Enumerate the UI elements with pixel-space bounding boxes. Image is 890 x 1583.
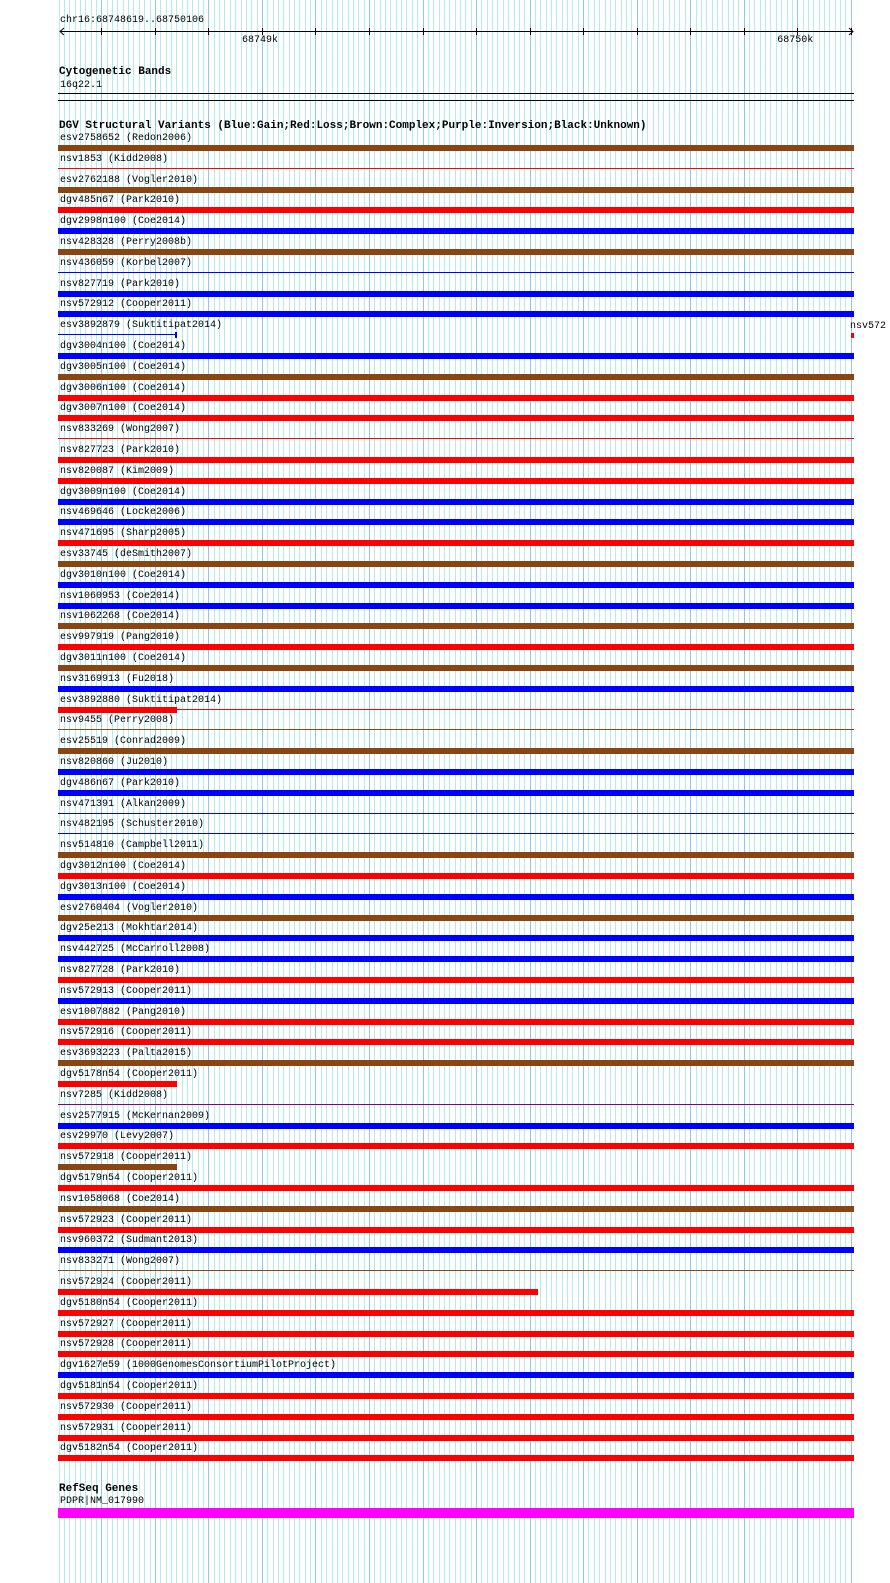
variant-bar[interactable]	[58, 561, 854, 567]
variant-bar[interactable]	[58, 519, 854, 525]
variant-label[interactable]: nsv827728 (Park2010)	[60, 965, 181, 976]
variant-bar[interactable]	[58, 457, 854, 463]
region-label: chr16:68748619..68750106	[60, 15, 205, 26]
variant-bar[interactable]	[58, 707, 177, 713]
variant-label[interactable]: nsv833271 (Wong2007)	[60, 1256, 181, 1268]
variant-label[interactable]: esv3693223 (Palta2015)	[60, 1048, 193, 1060]
variant-label[interactable]: nsv436059 (Korbel2007)	[60, 257, 193, 269]
variant-label[interactable]: nsv428328 (Perry2008b)	[60, 237, 193, 248]
variant-label[interactable]: nsv572930 (Cooper2011)	[60, 1401, 193, 1413]
variant-bar[interactable]	[58, 1185, 854, 1191]
variant-line[interactable]	[58, 438, 854, 439]
variant-bar[interactable]	[58, 1227, 854, 1233]
dgv-track-title: DGV Structural Variants (Blue:Gain;Red:Loss;Brown:Complex;Purple:Inversion;Black:Unknown)	[59, 120, 647, 132]
variant-label[interactable]: nsv960372 (Sudmant2013)	[60, 1235, 199, 1247]
variant-label[interactable]: nsv471695 (Sharp2005)	[60, 528, 187, 540]
variant-bar[interactable]	[58, 1206, 854, 1212]
variant-line[interactable]	[177, 709, 854, 710]
variant-bar[interactable]	[58, 145, 854, 151]
variant-bar[interactable]	[58, 1331, 854, 1337]
variant-label[interactable]: esv2762188 (Vogler2010)	[60, 174, 199, 186]
variant-end-marker[interactable]	[175, 332, 177, 338]
variant-bar[interactable]	[58, 1143, 854, 1149]
variant-label[interactable]: nsv9455 (Perry2008)	[60, 715, 175, 727]
variant-label[interactable]: nsv572913 (Cooper2011)	[60, 985, 193, 997]
variant-line[interactable]	[58, 813, 854, 814]
cytoband-line	[58, 93, 854, 94]
ruler	[0, 24, 890, 38]
variant-label[interactable]: nsv572931 (Cooper2011)	[60, 1422, 193, 1434]
variant-label[interactable]: esv2760404 (Vogler2010)	[60, 902, 199, 914]
variant-label[interactable]: esv25519 (Conrad2009)	[60, 736, 187, 748]
variant-bar[interactable]	[58, 1060, 854, 1066]
variant-label[interactable]: nsv7285 (Kidd2008)	[60, 1089, 169, 1101]
variant-bar[interactable]	[58, 665, 854, 671]
variant-line[interactable]	[58, 833, 854, 834]
variant-bar[interactable]	[58, 748, 854, 754]
variant-bar[interactable]	[58, 353, 854, 359]
variant-label[interactable]: dgv3007n100 (Coe2014)	[60, 403, 187, 415]
variant-label[interactable]: esv3892879 (Suktitipat2014)	[60, 320, 223, 332]
variant-label[interactable]: dgv3005n100 (Coe2014)	[60, 361, 187, 373]
variant-bar[interactable]	[58, 623, 854, 629]
variant-bar[interactable]	[58, 894, 854, 900]
variant-label[interactable]: nsv1853 (Kidd2008)	[60, 153, 169, 165]
variant-bar[interactable]	[58, 1164, 177, 1170]
variant-label[interactable]: nsv572928 (Cooper2011)	[60, 1339, 193, 1351]
variant-label[interactable]: nsv1062268 (Coe2014)	[60, 611, 181, 623]
variant-bar[interactable]	[58, 790, 854, 796]
variant-label[interactable]: dgv3010n100 (Coe2014)	[60, 569, 187, 581]
variant-label[interactable]: nsv572912 (Cooper2011)	[60, 299, 193, 311]
variant-bar[interactable]	[58, 1435, 854, 1441]
variant-label[interactable]: dgv5181n54 (Cooper2011)	[60, 1381, 199, 1392]
variant-line[interactable]	[58, 1104, 854, 1105]
ruler-tick-label: 68750k	[777, 35, 814, 46]
variant-line[interactable]	[58, 1270, 854, 1271]
variant-label[interactable]: dgv5179n54 (Cooper2011)	[60, 1173, 199, 1184]
variant-label[interactable]: dgv3013n100 (Coe2014)	[60, 881, 187, 893]
variant-label[interactable]: nsv827723 (Park2010)	[60, 445, 181, 456]
variant-label[interactable]: nsv827719 (Park2010)	[60, 278, 181, 290]
variant-bar[interactable]	[58, 998, 854, 1004]
variant-line[interactable]	[58, 272, 854, 273]
variant-bar[interactable]	[58, 1310, 854, 1316]
variant-bar[interactable]	[58, 540, 854, 546]
variant-label[interactable]: dgv5180n54 (Cooper2011)	[60, 1297, 199, 1309]
variant-bar[interactable]	[58, 769, 854, 775]
variant-label[interactable]: nsv1060953 (Coe2014)	[60, 590, 181, 602]
variant-bar[interactable]	[58, 249, 854, 255]
variant-label[interactable]: nsv442725 (McCarroll2008)	[60, 944, 211, 956]
variant-line[interactable]	[58, 168, 854, 169]
variant-label[interactable]: esv1007882 (Pang2010)	[60, 1006, 187, 1018]
variant-label[interactable]: nsv572927 (Cooper2011)	[60, 1318, 193, 1330]
variant-bar[interactable]	[58, 686, 854, 692]
variant-label[interactable]: nsv820860 (Ju2010)	[60, 757, 169, 768]
variant-label[interactable]: esv2758652 (Redon2006)	[60, 133, 193, 144]
variant-bar[interactable]	[58, 603, 854, 609]
gene-bar[interactable]	[58, 1508, 854, 1518]
variant-label[interactable]: nsv572918 (Cooper2011)	[60, 1152, 193, 1164]
variant-bar[interactable]	[58, 478, 854, 484]
variant-bar[interactable]	[58, 977, 854, 983]
variant-label[interactable]: esv3892880 (Suktitipat2014)	[60, 694, 223, 706]
gene-label[interactable]: PDPR|NM_017990	[60, 1496, 145, 1507]
variant-label[interactable]: nsv1058068 (Coe2014)	[60, 1193, 181, 1205]
variant-bar[interactable]	[58, 1393, 854, 1399]
variant-bar[interactable]	[58, 415, 854, 421]
variant-bar[interactable]	[58, 915, 854, 921]
variant-bar[interactable]	[58, 1414, 854, 1420]
variant-bar[interactable]	[58, 1039, 854, 1045]
variant-label[interactable]: dgv25e213 (Mokhtar2014)	[60, 923, 199, 935]
variant-bar[interactable]	[58, 1081, 177, 1087]
variant-bar[interactable]	[58, 1123, 854, 1129]
variant-label[interactable]: dgv3006n100 (Coe2014)	[60, 382, 187, 394]
cytoband-track-title: Cytogenetic Bands	[59, 66, 172, 78]
variant-label[interactable]: dgv3012n100 (Coe2014)	[60, 861, 187, 872]
variant-bar[interactable]	[58, 873, 854, 879]
variant-label[interactable]: nsv572924 (Cooper2011)	[60, 1277, 193, 1288]
variant-bar[interactable]	[58, 644, 854, 650]
variant-label[interactable]: dgv3004n100 (Coe2014)	[60, 341, 187, 352]
variant-label[interactable]: dgv486n67 (Park2010)	[60, 777, 181, 789]
variant-label[interactable]: nsv572923 (Cooper2011)	[60, 1214, 193, 1226]
cytoband-line	[58, 100, 854, 101]
variant-label[interactable]: nsv514810 (Campbell2011)	[60, 840, 205, 852]
variant-bar[interactable]	[58, 956, 854, 962]
variant-label[interactable]: nsv833269 (Wong2007)	[60, 424, 181, 436]
variant-bar[interactable]	[58, 499, 854, 505]
variant-label[interactable]: dgv1627e59 (1000GenomesConsortiumPilotProject)	[60, 1360, 337, 1372]
variant-label[interactable]: nsv820087 (Kim2009)	[60, 465, 175, 477]
variant-label[interactable]: nsv3169913 (Fu2018)	[60, 673, 175, 685]
variant-bar[interactable]	[58, 1247, 854, 1253]
refseq-track-title: RefSeq Genes	[59, 1483, 139, 1495]
variant-bar[interactable]	[58, 395, 854, 401]
variant-label-offscreen[interactable]: nsv572	[850, 321, 887, 332]
variant-bar[interactable]	[58, 311, 854, 317]
variant-label[interactable]: dgv3011n100 (Coe2014)	[60, 653, 187, 664]
variant-bar[interactable]	[58, 207, 854, 213]
variant-bar[interactable]	[58, 228, 854, 234]
variant-bar[interactable]	[58, 1019, 854, 1025]
variant-label[interactable]: dgv485n67 (Park2010)	[60, 195, 181, 207]
variant-label[interactable]: nsv469646 (Locke2006)	[60, 507, 187, 519]
variant-bar[interactable]	[58, 935, 854, 941]
variant-label[interactable]: dgv3009n100 (Coe2014)	[60, 486, 187, 498]
variant-bar[interactable]	[58, 291, 854, 297]
variant-label[interactable]: nsv572916 (Cooper2011)	[60, 1027, 193, 1039]
variant-label[interactable]: nsv482195 (Schuster2010)	[60, 819, 205, 831]
variant-line[interactable]	[58, 729, 854, 730]
variant-bar[interactable]	[58, 187, 854, 193]
variant-label[interactable]: dgv5178n54 (Cooper2011)	[60, 1069, 199, 1080]
variant-bar[interactable]	[58, 1372, 854, 1378]
variant-bar[interactable]	[58, 582, 854, 588]
variant-bar[interactable]	[58, 852, 854, 858]
variant-label[interactable]: nsv471391 (Alkan2009)	[60, 798, 187, 810]
variant-bar[interactable]	[58, 1455, 854, 1461]
variant-bar-small[interactable]	[851, 333, 854, 338]
variant-label[interactable]: esv997919 (Pang2010)	[60, 632, 181, 644]
variant-bar[interactable]	[58, 1289, 538, 1295]
variant-line[interactable]	[58, 334, 177, 335]
variant-label[interactable]: esv2577915 (McKernan2009)	[60, 1110, 211, 1122]
variant-label[interactable]: dgv2998n100 (Coe2014)	[60, 216, 187, 228]
variant-bar[interactable]	[58, 374, 854, 380]
cytoband-label[interactable]: 16q22.1	[60, 80, 103, 91]
ruler-tick-label: 68749k	[241, 35, 278, 46]
variant-label[interactable]: dgv5182n54 (Cooper2011)	[60, 1443, 199, 1455]
variant-label[interactable]: esv33745 (deSmith2007)	[60, 549, 193, 560]
variant-label[interactable]: esv29970 (Levy2007)	[60, 1131, 175, 1143]
variant-bar[interactable]	[58, 1351, 854, 1357]
